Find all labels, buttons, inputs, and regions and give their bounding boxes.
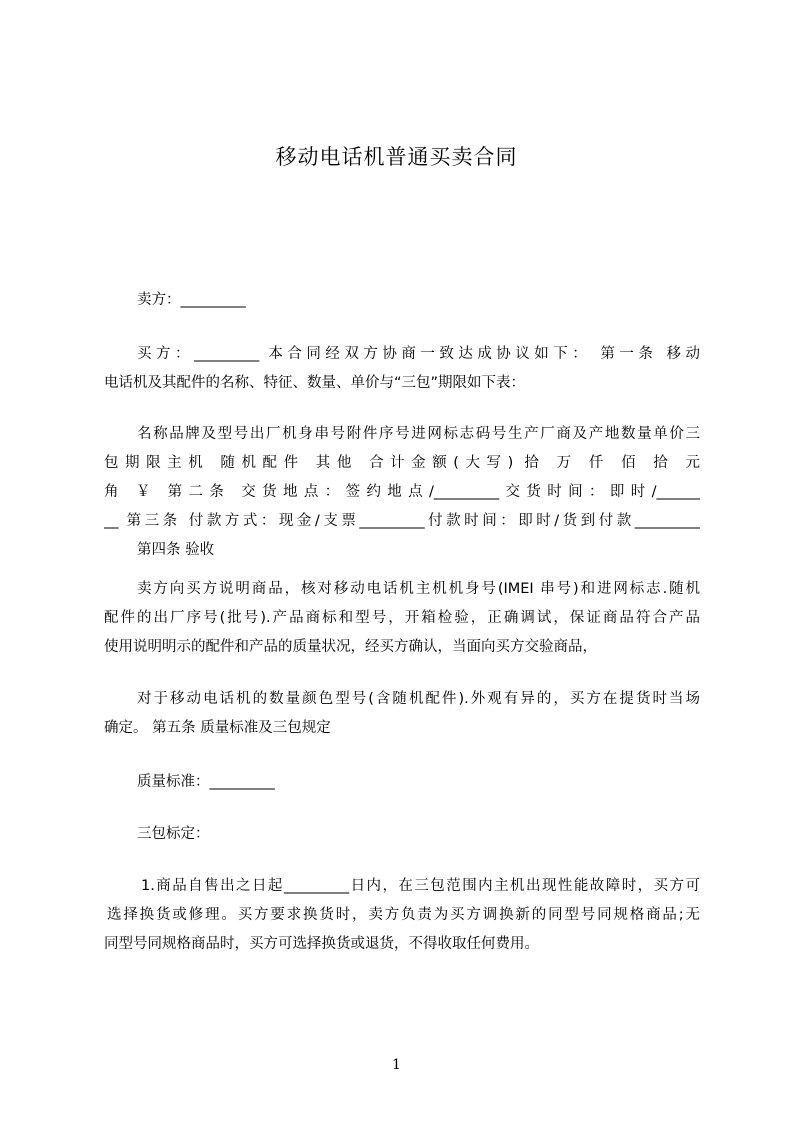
paragraph-line: 买方：_________ 本合同经双方协商一致达成协议如下： 第一条 移动	[137, 346, 700, 362]
paragraph-line: 同型号同规格商品时，买方可选择换货或退货，不得收取任何费用。	[104, 936, 539, 952]
seller-text: 卖方：_________	[137, 292, 246, 308]
paragraph-line: 第四条 验收	[137, 542, 215, 558]
quality-standard-line	[104, 768, 700, 797]
paragraph-line: 电话机及其配件的名称、特征、数量、单价与“三包”期限如下表：	[104, 375, 526, 391]
page-number: 1	[392, 1057, 401, 1073]
paragraph-line: 配件的出厂序号(批号).产品商标和型号，开箱检验，正确调试，保证商品符合产品	[104, 610, 700, 626]
paragraph-parties	[104, 340, 700, 398]
paragraph-line: 确定。 第五条 质量标准及三包规定	[104, 720, 331, 736]
paragraph-line: 名称品牌及型号出厂机身串号附件序号进网标志码号生产厂商及产地数量单价三	[137, 426, 700, 442]
paragraph-line: 对于移动电话机的数量颜色型号(含随机配件).外观有异的，买方在提货时当场	[137, 691, 700, 707]
quality-standard-text: 质量标准：_________	[137, 774, 275, 790]
paragraph-line: 使用说明明示的配件和产品的质量状况，经买方确认，当面向买方交验商品，	[104, 639, 597, 655]
paragraph-line: 卖方向买方说明商品，核对移动电话机主机机身号(IMEI 串号)和进网标志.随机	[137, 581, 700, 597]
page-title: 移动电话机普通买卖合同	[275, 145, 518, 169]
seller-line	[104, 286, 700, 315]
paragraph-line: 1.商品自售出之日起_________日内，在三包范围内主机出现性能故障时，买方可	[141, 878, 700, 894]
paragraph-line: 包期限主机 随机配件 其他 合计金额(大写) 拾 万 仟 佰 拾 元	[104, 455, 700, 471]
three-guarantees-line	[104, 820, 700, 849]
paragraph-item-1	[104, 872, 700, 959]
paragraph-line: 角 ￥ 第二条 交货地点：签约地点/_________交货时间：即时/______	[104, 484, 700, 500]
paragraph-line: __ 第三条 付款方式：现金/支票_________付款时间：即时/货到付款_________	[104, 513, 700, 529]
paragraph-article-terms	[104, 420, 700, 565]
paragraph-inspection	[104, 575, 700, 662]
three-guarantees-text: 三包标定：	[137, 826, 210, 842]
paragraph-line: 选择换货或修理。买方要求换货时，卖方负责为买方调换新的同型号同规格商品;无	[107, 907, 700, 923]
paragraph-appearance	[104, 685, 700, 743]
